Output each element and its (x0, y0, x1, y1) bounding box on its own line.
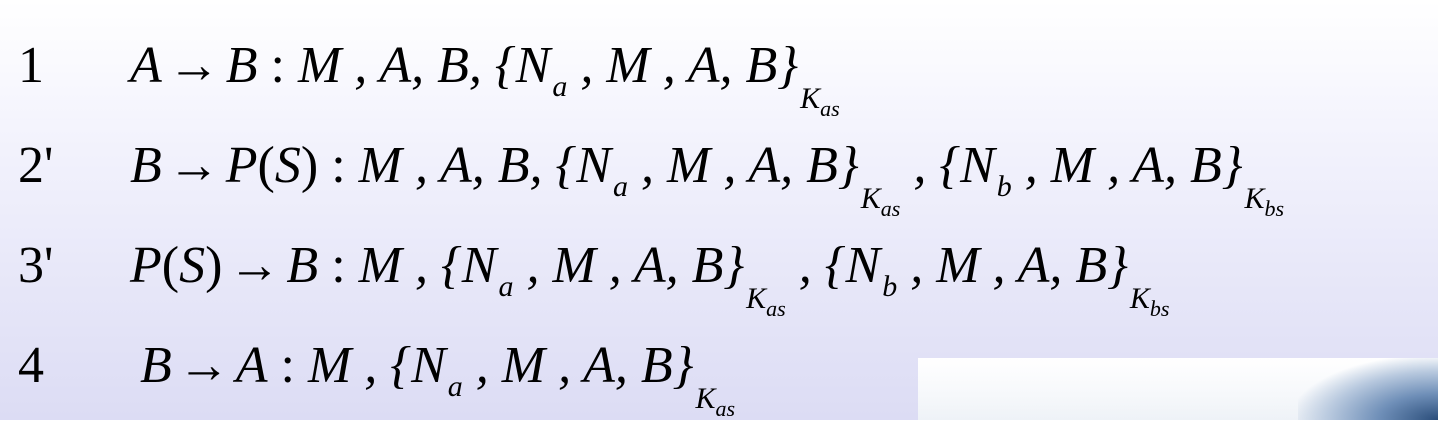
key-subscript: Kas (860, 182, 901, 221)
nonce-subscript: a (552, 70, 568, 103)
message-body-2: , M , A, B} (513, 237, 745, 294)
protocol-step-2 (130, 137, 1285, 221)
receiver: A (235, 337, 268, 394)
step-number-1: 1 (18, 37, 44, 94)
colon: : (267, 337, 308, 394)
protocol-step-3 (130, 237, 1170, 321)
step-number-2: 2' (18, 137, 54, 194)
message-body-4: , M , A, B} (897, 237, 1128, 294)
decorative-panel (918, 358, 1438, 420)
arrow-icon: → (228, 237, 281, 294)
wave-decoration-icon (1298, 358, 1438, 420)
key-subscript: Kas (695, 382, 736, 421)
message-body-2: , M , A, B} (567, 37, 799, 94)
receiver: B (286, 237, 319, 294)
message-body: M , {N (307, 337, 446, 394)
sender: P (130, 237, 162, 294)
colon: : (257, 37, 298, 94)
nonce-subscript-b: b (882, 270, 898, 303)
arrow-icon: → (167, 137, 220, 194)
paren-close: ) (205, 237, 223, 294)
key-subscript: Kas (800, 82, 840, 121)
key-subscript-2: Kbs (1129, 282, 1170, 321)
key-subscript: Kas (746, 282, 786, 321)
step-number-3: 3' (18, 237, 54, 294)
paren-open: ( (257, 137, 275, 194)
server: S (179, 237, 206, 294)
nonce-subscript-b: b (996, 170, 1012, 203)
message-body-2: , M , A, B} (462, 337, 694, 394)
sender: B (130, 137, 162, 194)
nonce-subscript: a (447, 370, 463, 403)
message-body: M , A, B, {N (358, 137, 612, 194)
paren-close: ) (300, 137, 319, 194)
receiver: P (225, 137, 258, 194)
arrow-icon: → (167, 37, 220, 94)
step-number-4: 4 (18, 337, 44, 394)
message-body: M , {N (358, 237, 497, 294)
message-body-2: , M , A, B} (628, 137, 859, 194)
colon: : (318, 137, 359, 194)
colon: : (318, 237, 359, 294)
nonce-subscript: a (498, 270, 514, 303)
protocol-step-4 (140, 337, 736, 421)
sender: A (130, 37, 162, 94)
sender: B (140, 337, 172, 394)
protocol-step-1 (130, 37, 840, 121)
message-body-3: , {N (900, 137, 995, 194)
server: S (274, 137, 301, 194)
arrow-icon: → (177, 337, 230, 394)
message-body: M , A, B, {N (297, 37, 551, 94)
nonce-subscript: a (613, 170, 629, 203)
message-body-4: , M , A, B} (1011, 137, 1243, 194)
message-body-3: , {N (785, 237, 881, 294)
receiver: B (225, 37, 258, 94)
paren-open: ( (161, 237, 180, 294)
key-subscript-2: Kbs (1244, 182, 1285, 221)
